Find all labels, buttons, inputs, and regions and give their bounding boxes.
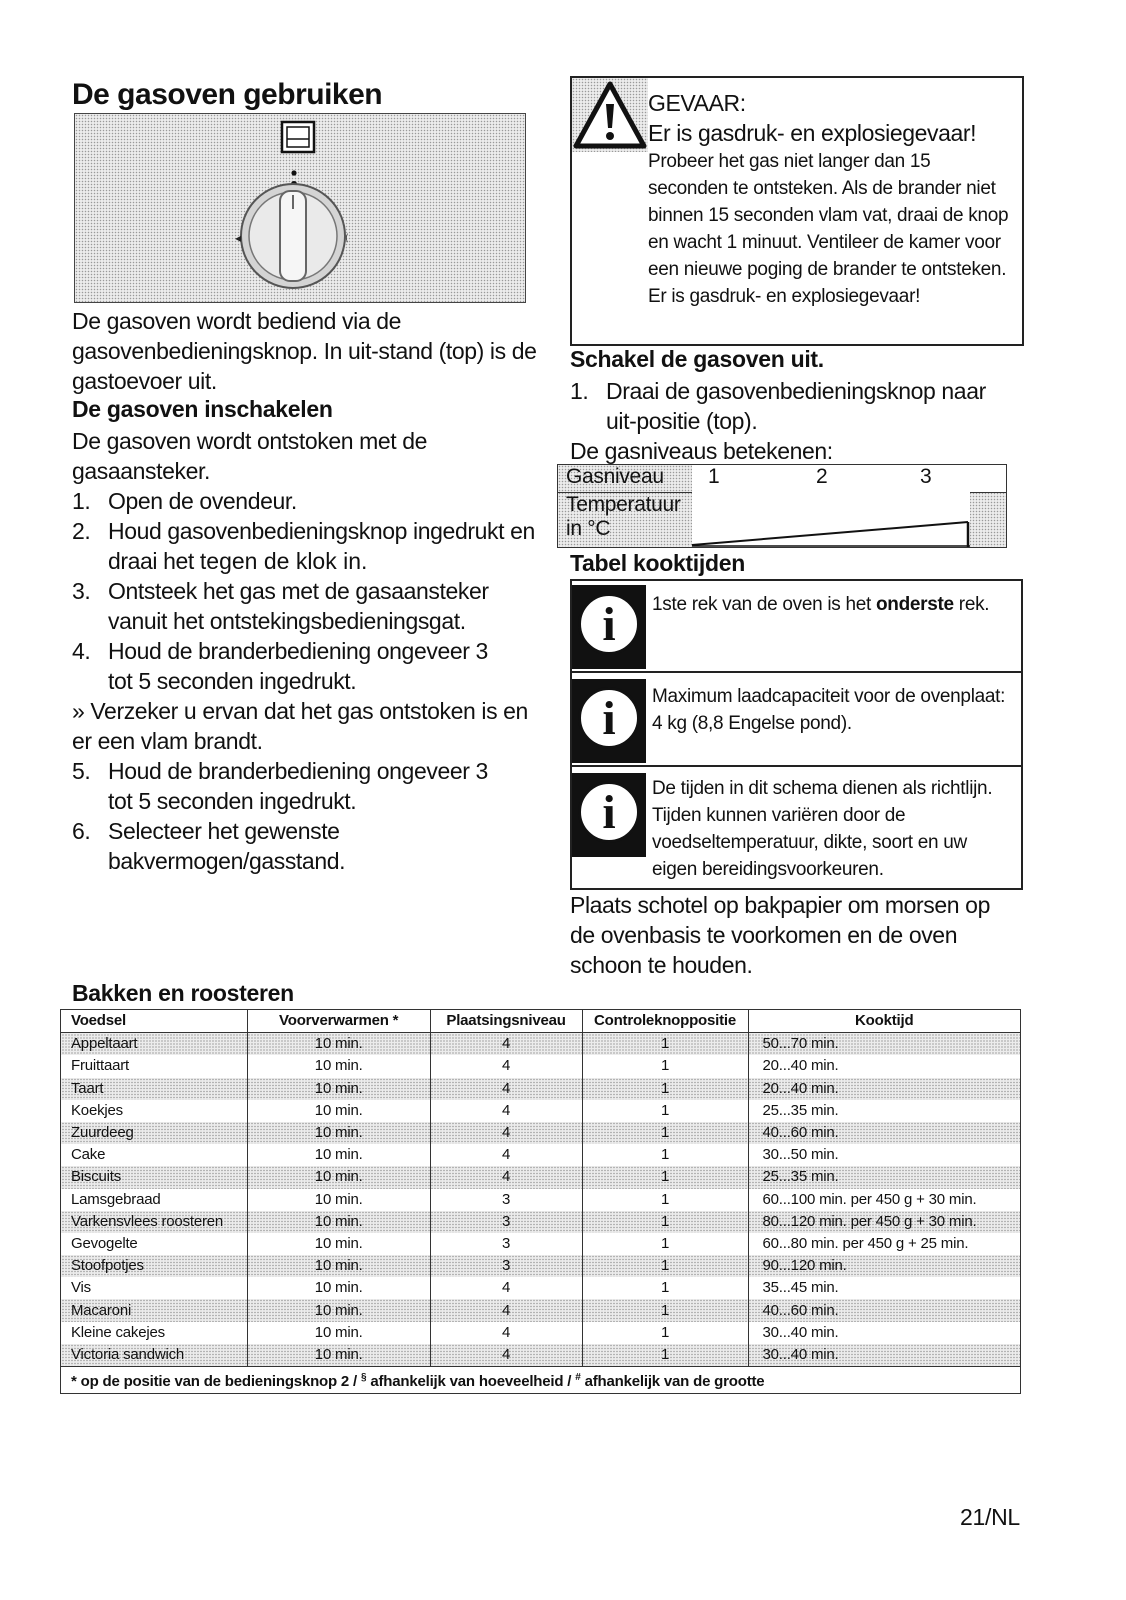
- table-cell: 1: [582, 1122, 748, 1144]
- table-cell: 10 min.: [247, 1299, 430, 1321]
- column-header: Voedsel: [61, 1010, 248, 1033]
- table-cell: 1: [582, 1144, 748, 1166]
- table-cell: 3: [430, 1233, 582, 1255]
- table-cell: Taart: [61, 1078, 248, 1100]
- info-row-shelf: [572, 581, 1021, 673]
- gas-level-1: 1: [708, 465, 720, 488]
- info-icon: i: [572, 773, 646, 857]
- info-text-bold: onderste: [875, 594, 954, 615]
- table-cell: Victoria sandwich: [61, 1344, 248, 1367]
- table-cell: 10 min.: [247, 1166, 430, 1188]
- table-row: [61, 1189, 1021, 1211]
- table-cell: Koekjes: [61, 1100, 248, 1122]
- gas-level-table: [557, 464, 1007, 548]
- table-cell: 4: [430, 1033, 582, 1056]
- temperature-ramp-icon: [692, 492, 1006, 547]
- baking-table-body: [61, 1033, 1021, 1367]
- table-cell: Cake: [61, 1144, 248, 1166]
- table-cell: 60...80 min. per 450 g + 25 min.: [748, 1233, 1021, 1255]
- step-number: 5.: [72, 758, 91, 784]
- baking-heading: Bakken en roosteren: [72, 980, 294, 1006]
- table-cell: 20...40 min.: [748, 1078, 1021, 1100]
- warning-icon-bg: [572, 78, 648, 152]
- list-item: [72, 816, 542, 876]
- table-row: [61, 1255, 1021, 1277]
- table-row: [61, 1322, 1021, 1344]
- table-cell: 30...50 min.: [748, 1144, 1021, 1166]
- warning-headline: Er is gasdruk- en explosiegevaar!: [648, 120, 977, 146]
- table-cell: Biscuits: [61, 1166, 248, 1188]
- step-number: 1.: [570, 378, 589, 404]
- warning-box: [570, 76, 1024, 346]
- step-text-emphasis: tegen de klok in.: [199, 548, 368, 574]
- step-number: 1.: [72, 488, 91, 514]
- table-cell: Vis: [61, 1277, 248, 1299]
- warning-title: GEVAAR:: [648, 90, 746, 116]
- list-item: [570, 376, 1020, 436]
- footnote-row: [61, 1367, 1021, 1394]
- step-number: 4.: [72, 638, 91, 664]
- table-cell: 4: [430, 1344, 582, 1367]
- table-cell: 10 min.: [247, 1033, 430, 1056]
- table-cell: Stoofpotjes: [61, 1255, 248, 1277]
- step-text: Draai de gasovenbedieningsknop naar uit-positie (top).: [606, 378, 986, 434]
- table-cell: 1: [582, 1166, 748, 1188]
- table-cell: 10 min.: [247, 1322, 430, 1344]
- info-boxes: [570, 579, 1023, 890]
- table-row: [61, 1277, 1021, 1299]
- warning-triangle-icon: [572, 78, 648, 152]
- table-cell: 10 min.: [247, 1078, 430, 1100]
- table-row: [61, 1166, 1021, 1188]
- table-cell: 1: [582, 1078, 748, 1100]
- table-cell: 4: [430, 1055, 582, 1077]
- table-cell: 25...35 min.: [748, 1100, 1021, 1122]
- svg-text:◂: ◂: [235, 231, 242, 245]
- page-number: 21/NL: [960, 1504, 1020, 1530]
- step-text: Houd de branderbediening ongeveer 3 tot 5 seconden ingedrukt.: [108, 638, 488, 694]
- table-row: [61, 1344, 1021, 1367]
- table-cell: 10 min.: [247, 1255, 430, 1277]
- table-row: [61, 1211, 1021, 1233]
- table-cell: 4: [430, 1122, 582, 1144]
- list-item: [72, 486, 542, 516]
- table-cell: 90...120 min.: [748, 1255, 1021, 1277]
- table-cell: 4: [430, 1299, 582, 1321]
- table-cell: Fruittaart: [61, 1055, 248, 1077]
- table-cell: Macaroni: [61, 1299, 248, 1321]
- footnote: [61, 1367, 1021, 1394]
- table-cell: Zuurdeeg: [61, 1122, 248, 1144]
- table-cell: 10 min.: [247, 1189, 430, 1211]
- oven-knob-icon: [75, 114, 525, 302]
- info-text-capacity: Maximum laadcapaciteit voor de ovenplaat: 4 kg (8,8 Engelse pond).: [652, 686, 1006, 734]
- table-cell: 10 min.: [247, 1233, 430, 1255]
- svg-text:(: (: [345, 233, 349, 244]
- table-header-row: [61, 1010, 1021, 1033]
- info-row-times: [572, 767, 1021, 888]
- table-cell: 1: [582, 1277, 748, 1299]
- table-cell: Kleine cakejes: [61, 1322, 248, 1344]
- table-cell: 1: [582, 1100, 748, 1122]
- footnote-symbol: §: [360, 1372, 367, 1383]
- switch-on-heading: De gasoven inschakelen: [72, 396, 333, 422]
- list-item: [72, 576, 542, 636]
- switch-on-intro: De gasoven wordt ontstoken met de gasaansteker.: [72, 428, 428, 484]
- table-cell: 1: [582, 1344, 748, 1367]
- footnote-symbol: #: [575, 1372, 581, 1383]
- table-cell: 3: [430, 1211, 582, 1233]
- table-row: [61, 1299, 1021, 1321]
- flame-check-note: » Verzeker u ervan dat het gas ontstoken is en er een vlam brandt.: [72, 698, 528, 754]
- table-cell: 30...40 min.: [748, 1322, 1021, 1344]
- table-cell: 10 min.: [247, 1100, 430, 1122]
- table-cell: 4: [430, 1078, 582, 1100]
- footnote-part: afhankelijk van hoeveelheid /: [366, 1373, 576, 1390]
- table-cell: 35...45 min.: [748, 1277, 1021, 1299]
- step-text-part: Houd gasovenbedieningsknop ingedrukt en draai het: [108, 518, 535, 574]
- baking-table: [60, 1009, 1021, 1394]
- table-cell: Appeltaart: [61, 1033, 248, 1056]
- footnote-part: * op de positie van de bedieningsknop 2 /: [71, 1373, 361, 1390]
- knob-illustration: [74, 113, 526, 303]
- table-cell: 1: [582, 1233, 748, 1255]
- list-item: [72, 636, 542, 696]
- table-cell: 4: [430, 1322, 582, 1344]
- table-cell: 80...120 min. per 450 g + 30 min.: [748, 1211, 1021, 1233]
- table-cell: 1: [582, 1255, 748, 1277]
- cooking-times-heading: Tabel kooktijden: [570, 550, 745, 576]
- table-cell: 4: [430, 1166, 582, 1188]
- table-row: [61, 1122, 1021, 1144]
- table-cell: Lamsgebraad: [61, 1189, 248, 1211]
- info-text-shelf: [652, 591, 1016, 618]
- switch-off-steps: [570, 376, 1020, 436]
- table-cell: 3: [430, 1189, 582, 1211]
- table-cell: 30...40 min.: [748, 1344, 1021, 1367]
- column-header: Plaatsingsniveau: [430, 1010, 582, 1033]
- table-cell: 10 min.: [247, 1144, 430, 1166]
- table-cell: 1: [582, 1189, 748, 1211]
- table-row: [61, 1233, 1021, 1255]
- table-cell: 10 min.: [247, 1344, 430, 1367]
- list-item: [72, 516, 542, 576]
- table-row: [61, 1078, 1021, 1100]
- gas-level-2: 2: [816, 465, 828, 488]
- table-cell: 25...35 min.: [748, 1166, 1021, 1188]
- table-cell: 20...40 min.: [748, 1055, 1021, 1077]
- info-text-times: De tijden in dit schema dienen als richtlijn. Tijden kunnen variëren door de voedseltemperatuur, dikte, soort en uw eigen bereidingsvoorkeuren.: [652, 778, 993, 880]
- table-cell: 4: [430, 1144, 582, 1166]
- table-cell: 1: [582, 1299, 748, 1321]
- switch-off-heading: Schakel de gasoven uit.: [570, 346, 824, 372]
- table-cell: 10 min.: [247, 1055, 430, 1077]
- table-row: [61, 1144, 1021, 1166]
- info-icon: i: [572, 585, 646, 669]
- switch-on-steps-continued: [72, 756, 542, 876]
- table-cell: 3: [430, 1255, 582, 1277]
- table-cell: Varkensvlees roosteren: [61, 1211, 248, 1233]
- table-cell: 1: [582, 1055, 748, 1077]
- switch-on-steps: [72, 486, 542, 696]
- table-row: [61, 1033, 1021, 1056]
- table-cell: 1: [582, 1033, 748, 1056]
- step-number: 6.: [72, 818, 91, 844]
- table-cell: 10 min.: [247, 1122, 430, 1144]
- gas-level-label: Gasniveau: [566, 465, 664, 488]
- page-title: De gasoven gebruiken: [72, 78, 383, 111]
- footnote-part: afhankelijk van de grootte: [580, 1373, 765, 1390]
- step-text: Houd de branderbediening ongeveer 3 tot 5 seconden ingedrukt.: [108, 758, 488, 814]
- step-number: 2.: [72, 518, 91, 544]
- temperature-label: Temperatuur in °C: [566, 493, 681, 540]
- column-header: Controleknoppositie: [582, 1010, 748, 1033]
- table-cell: Gevogelte: [61, 1233, 248, 1255]
- step-text: Ontsteek het gas met de gasaansteker vanuit het ontstekingsbedieningsgat.: [108, 578, 489, 634]
- table-cell: 10 min.: [247, 1277, 430, 1299]
- column-header: Voorverwarmen *: [247, 1010, 430, 1033]
- table-cell: 4: [430, 1100, 582, 1122]
- gas-levels-intro: De gasniveaus betekenen:: [570, 438, 833, 464]
- table-cell: 4: [430, 1277, 582, 1299]
- info-icon: i: [572, 679, 646, 763]
- step-text: Open de ovendeur.: [108, 488, 297, 514]
- info-row-capacity: [572, 673, 1021, 767]
- table-row: [61, 1055, 1021, 1077]
- intro-paragraph: De gasoven wordt bediend via de gasovenbedieningsknop. In uit-stand (top) is de gastoevoer uit.: [72, 308, 537, 394]
- table-cell: 40...60 min.: [748, 1299, 1021, 1321]
- warning-body: Probeer het gas niet langer dan 15 seconden te ontsteken. Als de brander niet binnen 15 seconden vlam vat, draai de knop en wacht 1 minuut. Ventileer de kamer voor een nieuwe poging de brander te ontsteken. Er is gasdruk- en explosiegevaar!: [648, 151, 1009, 307]
- table-cell: 40...60 min.: [748, 1122, 1021, 1144]
- list-item: [72, 756, 542, 816]
- step-number: 3.: [72, 578, 91, 604]
- step-text: [108, 516, 542, 576]
- table-cell: 60...100 min. per 450 g + 30 min.: [748, 1189, 1021, 1211]
- column-header: Kooktijd: [748, 1010, 1021, 1033]
- info-text-part: 1ste rek van de oven is het: [652, 594, 876, 615]
- spill-advice: Plaats schotel op bakpapier om morsen op de ovenbasis te voorkomen en de oven schoon te houden.: [570, 892, 990, 978]
- gas-level-3: 3: [920, 465, 932, 488]
- table-cell: 1: [582, 1211, 748, 1233]
- info-text-part: rek.: [953, 594, 990, 615]
- table-cell: 10 min.: [247, 1211, 430, 1233]
- step-text: Selecteer het gewenste bakvermogen/gasstand.: [108, 818, 346, 874]
- table-cell: 50...70 min.: [748, 1033, 1021, 1056]
- table-cell: 1: [582, 1322, 748, 1344]
- table-row: [61, 1100, 1021, 1122]
